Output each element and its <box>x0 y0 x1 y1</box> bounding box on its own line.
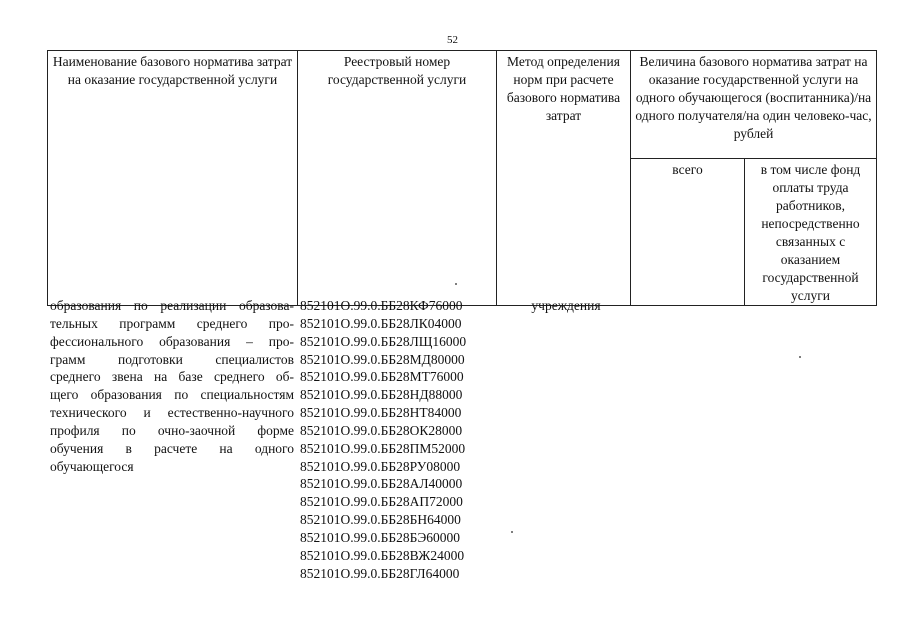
registry-code: 852101О.99.0.ББ28НД88000 <box>300 387 463 403</box>
header-method-cell <box>497 51 631 306</box>
header-fund-label: в том числе фонд оплаты труда работников, непосредственно связанных с оказанием государственной услуги <box>760 162 861 303</box>
header-registry-cell <box>298 51 497 306</box>
name-line: технического и естественно-научного <box>50 405 294 421</box>
header-fund-cell <box>745 159 877 306</box>
name-line: грамм подготовки специалистов <box>50 351 294 367</box>
header-name-label: Наименование базового норматива затрат на оказание государственной услуги <box>52 54 293 87</box>
method-text: учреждения <box>531 298 601 313</box>
header-value-cell <box>631 51 877 159</box>
name-line: образования по реализации образова- <box>50 298 294 313</box>
service-name-text <box>50 297 294 475</box>
registry-code: 852101О.99.0.ББ28ЛЩ16000 <box>300 333 467 349</box>
registry-code: 852101О.99.0.ББ28АП72000 <box>300 494 463 510</box>
registry-code: 852101О.99.0.ББ28ОК28000 <box>300 422 463 438</box>
registry-code: 852101О.99.0.ББ28РУ08000 <box>300 458 461 474</box>
header-registry-label: Реестровый номер государственной услуги <box>327 54 467 87</box>
name-line: щего образования по специальностям <box>50 387 294 403</box>
name-line: обучающегося <box>50 458 134 474</box>
header-total-cell <box>631 159 745 306</box>
registry-code: 852101О.99.0.ББ28ПМ52000 <box>300 440 466 456</box>
page-number: 52 <box>447 34 458 46</box>
header-name-cell <box>48 51 298 306</box>
name-line: фессионального образования – про- <box>50 333 294 349</box>
name-line: профиля по очно-заочной форме <box>50 422 294 438</box>
registry-code: 852101О.99.0.ББ28АЛ40000 <box>300 476 463 492</box>
scan-speck <box>455 283 457 285</box>
registry-code: 852101О.99.0.ББ28КФ76000 <box>300 298 463 313</box>
scan-speck <box>799 356 801 358</box>
header-value-label: Величина базового норматива затрат на оказание государственной услуги на одного обучающегося (воспитанника)/на одного получателя/на один человеко-час, рублей <box>635 54 872 141</box>
registry-code: 852101О.99.0.ББ28ГЛ64000 <box>300 565 460 581</box>
registry-code: 852101О.99.0.ББ28МД80000 <box>300 351 465 367</box>
header-total-label: всего <box>672 162 703 177</box>
name-line: тельных программ среднего про- <box>50 315 294 331</box>
name-line: среднего звена на базе среднего об- <box>50 369 294 385</box>
registry-code: 852101О.99.0.ББ28ЛК04000 <box>300 315 462 331</box>
registry-codes-list <box>300 297 500 583</box>
registry-code: 852101О.99.0.ББ28БН64000 <box>300 512 461 528</box>
registry-code: 852101О.99.0.ББ28МТ76000 <box>300 369 464 385</box>
scan-speck <box>511 531 513 533</box>
header-method-label: Метод определения норм при расчете базового норматива затрат <box>506 54 621 123</box>
registry-code: 852101О.99.0.ББ28ВЖ24000 <box>300 547 465 563</box>
name-line: обучения в расчете на одного <box>50 440 294 456</box>
registry-code: 852101О.99.0.ББ28НТ84000 <box>300 405 462 421</box>
header-table <box>47 50 877 306</box>
registry-code: 852101О.99.0.ББ28БЭ60000 <box>300 529 461 545</box>
